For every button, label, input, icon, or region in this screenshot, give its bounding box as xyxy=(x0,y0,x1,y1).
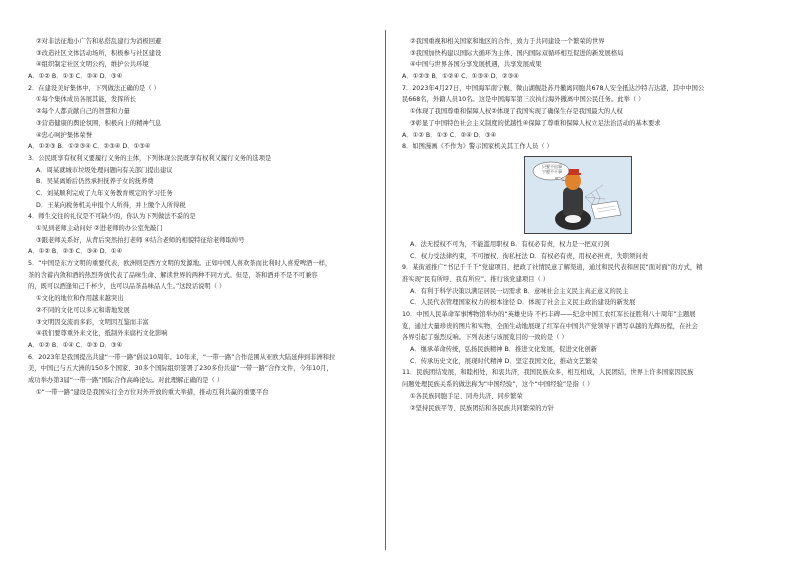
text-line: ①“一带一路”建设是我国实行全方位对外开放的重大举措，推动互利共赢的重要平台 xyxy=(36,388,269,396)
text-line: 9．某街道推广“书记千千千”党建项目，把政了社情民意了解渠道，通过和民代表和居民“面对面”的方式，精 xyxy=(402,264,703,272)
right-column-top xyxy=(402,36,754,153)
text-line: 茶的含蓄内敛和酒的热烈奔放代表了品味生命、解读世界的两种不同方式。但是，茶和酒并不是不可兼容 xyxy=(28,271,318,279)
text-line: A．①② B．①③ C．②④ D．③④ xyxy=(402,131,497,139)
text-line: ④组织制定社区文明公约，维护公共环境 xyxy=(36,61,149,69)
text-line: C．权力受法律约束，不可擅权、徇私枉法 D．有权必有责，用权必担责，失职须问责 xyxy=(410,252,648,260)
text-line: A．①②③ B．①②③④ C．②③④ D．①③④ xyxy=(28,143,151,151)
text-line: 民668名，外籍人员10名。这是中国海军第三次执行海外撤离中国公民任务。此举（ ） xyxy=(402,96,645,104)
text-line: ④忠心呵护集体荣誉 xyxy=(36,131,93,139)
text-line: A．①② B．②③ C．③④ D．①④ xyxy=(28,248,123,256)
text-line: A．①② B．①③ C．②④ D．③④ xyxy=(28,73,123,81)
text-line: C．传承历史文化，展现时代精神 D．坚定我国文化，推动文艺繁荣 xyxy=(410,357,598,365)
right-column xyxy=(402,36,754,414)
text-line: 4．师生交往的礼仪是不可缺少的，你认为下列做法不妥的是 xyxy=(28,213,196,221)
text-line: A．①②③ B．①②④ C．①③④ D．②③④ xyxy=(402,73,519,81)
text-line: ③彰显了中国特色社会主义制度的优越性④保障了尊重和保障人权立足法治活动的基本要求 xyxy=(410,119,661,127)
text-line: ③营造健康的舆论氛围，积极向上的精神气息 xyxy=(36,119,162,127)
text-line: A．周某就城市垃圾处理问题向有关部门提出建议 xyxy=(36,166,173,174)
text-line: ②坚持民族平等、民族团结和各民族共同繁荣的方针 xyxy=(410,404,555,412)
bubble-text-line1: 只要不出事 xyxy=(542,163,562,169)
text-line: A．有利于科学决策以满足居民一切需求 B．意味社会主义民主真正意义的民主 xyxy=(410,287,629,295)
right-column-bottom xyxy=(402,239,754,414)
left-column xyxy=(28,36,380,398)
text-line: 问题处理民族关系的做法称为“中国经验”，这个“中国经验”是指（ ） xyxy=(402,381,594,389)
text-line: ①体现了我国尊重和保障人权②体现了我国实现了确保生存是我国最大的人权 xyxy=(410,108,623,116)
text-line: C．刘某顺利完成了九年义务教育规定的学习任务 xyxy=(36,189,173,197)
text-line: ③跟老师关系好，从背后突然拍打老师 ④结合老师的相貌特征给老师取绰号 xyxy=(36,236,245,244)
text-line: D．王某向税务机关申报个人所得，并上缴个人所得税 xyxy=(36,201,186,209)
text-line: 7．2023年4月27日，中国海军南宁舰、微山湖舰赴苏丹撤离同胞共678人安全抵达沙特吉达港，其中中国公 xyxy=(402,84,705,92)
text-line: 2．在建设美好集体中，下列做法正确的是（ ） xyxy=(28,84,160,92)
text-line: A．①② B．①④ C．②③ D．③④ xyxy=(28,341,123,349)
text-line: 准实现“民有所呼、我有所应”。推行该党建项目（ ） xyxy=(402,275,550,283)
text-line: ④中国与世界各国分享发展机遇，共享发展成果 xyxy=(410,61,542,69)
text-line: 5．“中国是东方文明的重要代表，欧洲则是西方文明的发源地。正如中国人喜欢茶而比利时人喜爱啤酒一样， xyxy=(28,260,332,268)
text-line: 10．中国人民革命军事博物馆举办的“英雄史诗 不朽丰碑——纪念中国工农红军长征胜利八十周年”主题展 xyxy=(402,311,696,318)
cartoon-image xyxy=(524,156,632,234)
text-line: ①各民族同胞手足、同舟共济、同步繁荣 xyxy=(410,392,523,400)
text-line: ①文化的地位和作用越来越突出 xyxy=(36,295,124,303)
text-line: A．继承革命传统，弘扬民族精神 B．推进文化发展，促进文化创新 xyxy=(410,346,597,354)
text-line: ④我们要尊重外来文化，抵制外来腐朽文化影响 xyxy=(36,330,168,338)
text-line: 览，通过大量珍贵的图片和实物，全面生动地展现了红军在中国共产党领导下谱写卓越的光辉历程，在社会 xyxy=(402,322,698,330)
text-line: ③文明因交流而多彩，文明因互鉴而丰富 xyxy=(36,318,149,326)
column-divider xyxy=(385,30,386,550)
text-line: 美，中国已与五大洲的150多个国家、30多个国际组织签署了230多份共建“一带一路”合作文件，今年10月， xyxy=(28,365,333,373)
text-line: 成功举办第3届“一带一路”国际合作高峰论坛。对此理解正确的是（ ） xyxy=(28,376,224,384)
text-line: 8．如图漫画《不作为》警示国家机关其工作人员（ ） xyxy=(402,143,553,151)
text-line: ①每个集体成员各展其能，发挥所长 xyxy=(36,96,137,104)
text-line: 各界引起了强烈反响。下列表述与该展览目的一致的是（ ） xyxy=(402,334,568,342)
text-line: B．吴某离婚后仍然承担抚养子女的抚养费 xyxy=(36,178,154,186)
text-line: ②我国重视和相关国家和地区的合作，致力于共同建设一个繁荣的世界 xyxy=(410,38,605,45)
bubble-text-line2: 宁愿不干事 xyxy=(542,168,562,174)
text-line: 3．公民既享有权利又要履行义务的主体，下列体现公民既享有权利又履行义务的选项是 xyxy=(28,154,272,162)
text-line: ②不同的文化可以多元和谐地发展 xyxy=(36,306,130,314)
text-line: 11．民族团结发展，和睦相处，和衷共济，我国民族众多，相互相成，人民团结，世界上许多国家因民族 xyxy=(402,369,694,377)
cartoon-container xyxy=(402,155,754,235)
text-line: C．人民代表管理国家权力的根本途径 D．体现了社会主义民主政治建设的新发展 xyxy=(410,299,636,307)
text-line: 的，既可以酒逢知己千杯少，也可以品茶品味品人生。”这段话说明（ ） xyxy=(28,283,226,291)
text-line: A．法无授权不可为，不能滥用职权 B．有权必有责，权力是一把双刃剑 xyxy=(410,240,610,248)
text-line: ②对非法征地小广告和私搭乱建行为消极回避 xyxy=(36,38,162,45)
text-line: ①见到老师主动问好 ②进老师的办公室先敲门 xyxy=(36,225,163,232)
text-line: ③改造社区文体活动场所，积极参与社区建设 xyxy=(36,49,162,57)
text-line: ②每个人都贡献自己的智慧和力量 xyxy=(36,108,130,116)
text-line: 6．2023年是我国提出共建“一带一路”倡议10周年。10年来，“一带一路”合作范围从亚欧大陆延伸到非洲和拉 xyxy=(28,353,336,361)
text-line: ③我国加快构建以国际大循环为主体、国内国际双循环相互促进的新发展格局 xyxy=(410,49,624,57)
